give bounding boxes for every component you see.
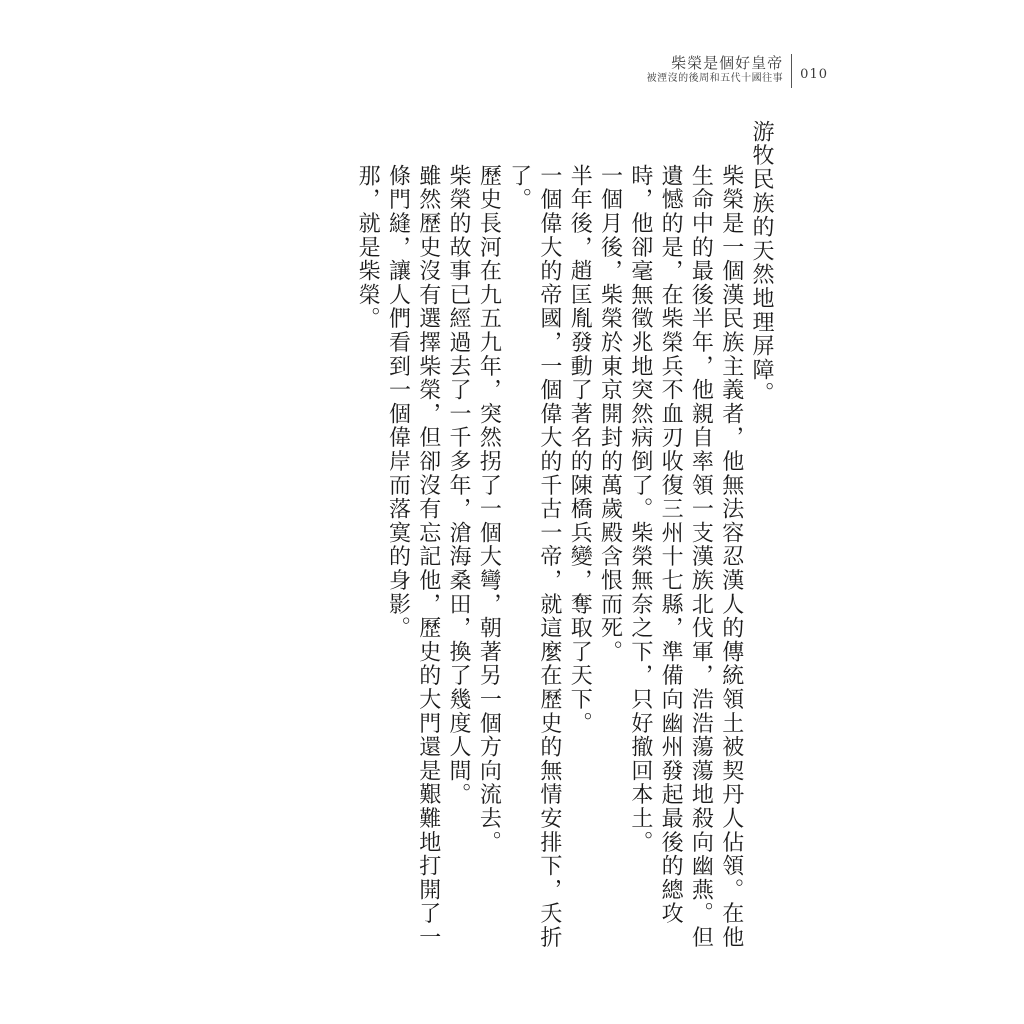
header-titles (647, 54, 792, 86)
paragraph-6: 歷史長河在九五九年，突然拐了一個大彎，朝著另一個方向流去。 (476, 164, 502, 855)
header-divider (791, 54, 792, 88)
vertical-body-text (352, 120, 776, 960)
paragraph-7: 柴榮的故事已經過去了一千多年，滄海桑田，換了幾度人間。 (446, 164, 472, 807)
paragraph-3: 一個月後，柴榮於東京開封的萬歲殿含恨而死。 (597, 164, 623, 664)
paragraph-4: 半年後，趙匡胤發動了著名的陳橋兵變，奪取了天下。 (567, 164, 593, 736)
paragraph-2: 柴榮是一個漢民族主義者，他無法容忍漢人的傳統領土被契丹人佔領。在他生命中的最後半年，他親自率領一支漢族北伐軍，浩浩蕩蕩地殺向幽燕。但遺憾的是，在柴榮兵不血刃收復三州十七縣，準備向幽州發起最後的總攻時，他卻毫無徵兆地突然病倒了。柴榮無奈之下，只好撤回本土。 (627, 164, 744, 950)
paragraph-9: 那，就是柴榮。 (355, 164, 381, 331)
paragraph-1: 游牧民族的天然地理屏障。 (749, 120, 774, 406)
paragraph-8: 雖然歷史沒有選擇柴榮，但卻沒有忘記他，歷史的大門還是艱難地打開了一條門縫，讓人們看到一個偉岸而落寞的身影。 (385, 164, 441, 950)
book-title: 柴榮是個好皇帝 (671, 54, 784, 72)
book-subtitle: 被湮沒的後周和五代十國往事 (646, 73, 784, 84)
paragraph-5: 一個偉大的帝國，一個偉大的千古一帝，就這麼在歷史的無情安排下，夭折了。 (506, 164, 562, 950)
running-header (647, 54, 828, 88)
page-number: 010 (800, 67, 828, 82)
